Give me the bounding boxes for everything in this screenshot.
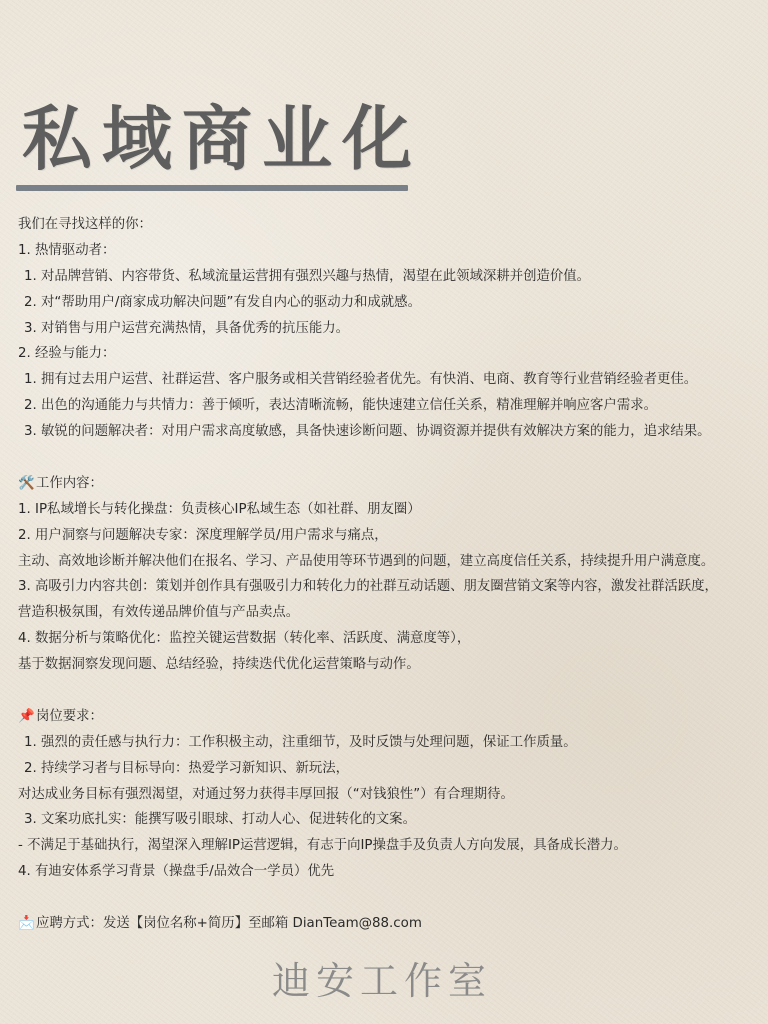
requirements-heading — [18, 704, 758, 730]
list-item: 2. 持续学习者与目标导向：热爱学习新知识、新玩法， — [24, 760, 350, 776]
list-item: 1. IP私域增长与转化操盘：负责核心IP私域生态（如社群、朋友圈） — [18, 501, 421, 517]
list-item: 主动、高效地诊断并解决他们在报名、学习、产品使用等环节遇到的问题，建立高度信任关系，持续提升用户满意度。 — [18, 553, 715, 569]
apply-line — [18, 911, 758, 937]
spacer — [18, 678, 758, 704]
list-item: - 不满足于基础执行，渴望深入理解IP运营逻辑，有志于向IP操盘手及负责人方向发展，具备成长潜力。 — [18, 838, 627, 854]
list-item: 营造积极氛围，有效传递品牌价值与产品卖点。 — [18, 605, 300, 621]
list-item: 4. 数据分析与策略优化：监控关键运营数据（转化率、活跃度、满意度等）， — [18, 631, 471, 647]
page-title: 私域商业化 — [22, 97, 422, 180]
spacer — [18, 445, 758, 471]
list-item: 1. 对品牌营销、内容带货、私域流量运营拥有强烈兴趣与热情，渴望在此领域深耕并创造价值。 — [24, 268, 591, 284]
work-heading — [18, 471, 758, 497]
section-heading: 岗位要求： — [36, 708, 103, 724]
section-heading: 工作内容： — [36, 475, 103, 491]
job-description — [18, 212, 758, 937]
list-item: 3. 对销售与用户运营充满热情，具备优秀的抗压能力。 — [24, 320, 350, 336]
list-item: 3. 敏锐的问题解决者：对用户需求高度敏感，具备快速诊断问题、协调资源并提供有效解决方案的能力，追求结果。 — [24, 424, 711, 440]
list-item: 4. 有迪安体系学习背景（操盘手/品效合一学员）优先 — [18, 864, 335, 880]
list-item: 3. 高吸引力内容共创：策划并创作具有强吸引力和转化力的社群互动话题、朋友圈营销文案等内容，激发社群活跃度， — [18, 579, 718, 595]
section-heading: 2. 经验与能力： — [18, 346, 116, 362]
list-item: 2. 用户洞察与问题解决专家：深度理解学员/用户需求与痛点， — [18, 527, 388, 543]
list-item: 1. 拥有过去用户运营、社群运营、客户服务或相关营销经验者优先。有快消、电商、教育等行业营销经验者更佳。 — [24, 372, 698, 388]
list-item: 3. 文案功底扎实：能撰写吸引眼球、打动人心、促进转化的文案。 — [24, 812, 416, 828]
apply-text: 应聘方式：发送【岗位名称+简历】至邮箱 DianTeam@88.com — [36, 916, 422, 932]
list-item: 2. 对“帮助用户/商家成功解决问题”有发自内心的驱动力和成就感。 — [24, 294, 421, 310]
list-item: 基于数据洞察发现问题、总结经验，持续迭代优化运营策略与动作。 — [18, 657, 420, 673]
list-item: 2. 出色的沟通能力与共情力：善于倾听，表达清晰流畅，能快速建立信任关系，精准理解并响应客户需求。 — [24, 398, 657, 414]
tools-icon: 🛠️ — [18, 475, 35, 491]
intro-text: 我们在寻找这样的你： — [18, 217, 152, 232]
spacer — [18, 885, 758, 911]
pushpin-icon: 📌 — [18, 708, 35, 724]
section-heading: 1. 热情驱动者： — [18, 242, 116, 258]
list-item: 1. 强烈的责任感与执行力：工作积极主动，注重细节，及时反馈与处理问题，保证工作质量。 — [24, 734, 577, 750]
envelope-icon: 📩 — [18, 916, 35, 932]
list-item: 对达成业务目标有强烈渴望，对通过努力获得丰厚回报（“对钱狼性”）有合理期待。 — [18, 786, 514, 802]
title-underline — [16, 185, 408, 191]
studio-signature: 迪安工作室 — [272, 959, 493, 1003]
